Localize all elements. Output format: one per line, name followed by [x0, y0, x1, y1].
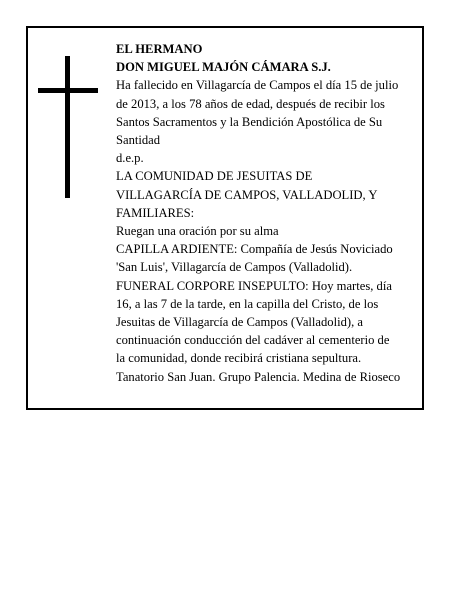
notice-line: LA COMUNIDAD DE JESUITAS DE: [116, 169, 313, 184]
cross-horizontal-bar: [38, 88, 98, 93]
notice-line: Jesuitas de Villagarcía de Campos (Valladolid), a: [116, 315, 363, 330]
notice-line: CAPILLA ARDIENTE: Compañía de Jesús Noviciado: [116, 242, 393, 257]
notice-line: Ha fallecido en Villagarcía de Campos el día 15 de julio: [116, 78, 399, 93]
notice-line: VILLAGARCÍA DE CAMPOS, VALLADOLID, Y: [116, 187, 378, 202]
cross-vertical-bar: [65, 56, 70, 198]
notice-line: continuación conducción del cadáver al cementerio de: [116, 333, 390, 348]
notice-line: Santidad: [116, 133, 161, 148]
notice-title-line-1: EL HERMANO: [116, 42, 203, 56]
notice-text: [116, 40, 428, 386]
notice-line: de 2013, a los 78 años de edad, después de recibir los: [116, 96, 385, 111]
notice-line: FAMILIARES:: [116, 205, 195, 220]
obituary-notice: [26, 26, 424, 410]
latin-cross-icon: [38, 56, 98, 198]
notice-line: 16, a las 7 de la tarde, en la capilla del Cristo, de los: [116, 296, 379, 311]
notice-line: d.e.p.: [116, 151, 144, 166]
notice-line: Ruegan una oración por su alma: [116, 224, 279, 239]
notice-line: 'San Luis', Villagarcía de Campos (Valladolid).: [116, 260, 353, 275]
notice-line: FUNERAL CORPORE INSEPULTO: Hoy martes, día: [116, 278, 392, 293]
notice-line: Tanatorio San Juan. Grupo Palencia. Medina de Rioseco: [116, 369, 401, 384]
notice-line: Santos Sacramentos y la Bendición Apostólica de Su: [116, 114, 383, 129]
notice-line: la comunidad, donde recibirá cristiana sepultura.: [116, 351, 362, 366]
deceased-name: DON MIGUEL MAJÓN CÁMARA S.J.: [116, 60, 331, 75]
